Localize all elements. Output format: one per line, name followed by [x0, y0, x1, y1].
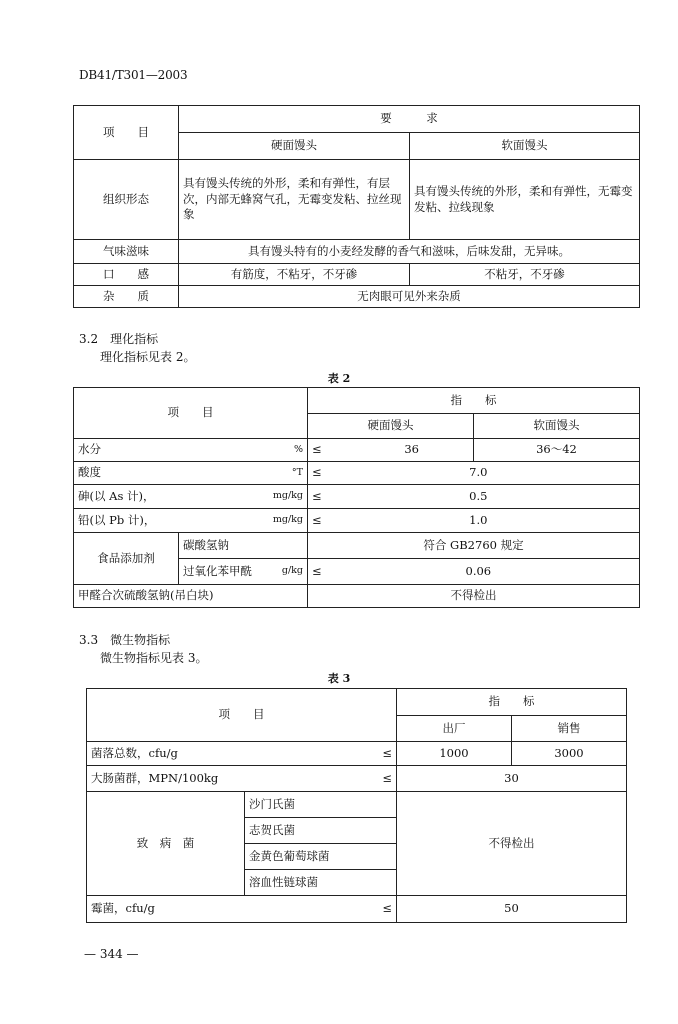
t3-header-factory: 出厂: [397, 716, 512, 742]
t2-soft-value: 36～42: [474, 439, 640, 462]
t3-pathogen-label: 致 病 菌: [87, 792, 245, 896]
t2-header-soft: 软面馒头: [474, 414, 640, 439]
t2-merged-value: 0.5: [469, 488, 488, 503]
t3-pathogen-value: 不得检出: [397, 792, 627, 896]
t3-factory-value: 1000: [397, 742, 512, 766]
t1-hard-cell: 具有馒头传统的外形，柔和有弹性，有层次，内部无蜂窝气孔，无霉变发粘、拉丝现象: [179, 160, 410, 240]
t2-row-name: 酸度: [78, 465, 101, 480]
t3-header-sale: 销售: [512, 716, 627, 742]
t1-merged-cell: 具有馒头特有的小麦经发酵的香气和滋味，后味发甜，无异味。: [179, 240, 640, 264]
t2-additive-label: 食品添加剂: [74, 533, 179, 585]
t2-header-index: 指 标: [308, 388, 640, 414]
t3-last-value: 50: [397, 896, 627, 923]
t2-row-name: 水分: [78, 442, 101, 457]
section-3-3-title: 3.3 微生物指标: [79, 633, 171, 647]
t1-item: 口 感: [74, 264, 179, 286]
table-3-caption: 表 3: [327, 672, 351, 685]
t2-op: ≤: [312, 563, 322, 578]
t2-row-unit: mg/kg: [272, 514, 303, 526]
t2-additive-sub1-value: 符合 GB2760 规定: [308, 533, 640, 559]
t2-last-value: 不得检出: [308, 585, 640, 608]
t3-header-index: 指 标: [397, 689, 627, 716]
t1-header-requirement: 要 求: [179, 106, 640, 133]
t2-additive-sub2-unit: g/kg: [281, 565, 303, 577]
t1-soft-cell: 不粘牙，不牙碜: [410, 264, 640, 286]
t2-op: ≤: [312, 442, 322, 457]
t1-header-item: 项 目: [74, 106, 179, 160]
t2-hard-value: 36: [404, 442, 419, 457]
t2-last-name: 甲醛合次硫酸氢钠(吊白块): [74, 585, 308, 608]
t2-row-name: 砷(以 As 计)，: [78, 488, 155, 503]
t1-item: 气味滋味: [74, 240, 179, 264]
t2-row-unit: °T: [291, 466, 303, 478]
t2-header-hard: 硬面馒头: [308, 414, 474, 439]
t2-row-unit: %: [293, 443, 303, 455]
t1-header-soft: 软面馒头: [410, 133, 640, 160]
t3-op: ≤: [382, 770, 392, 785]
t3-op: ≤: [382, 901, 392, 916]
t1-hard-cell: 有筋度，不粘牙，不牙碜: [179, 264, 410, 286]
t2-op: ≤: [312, 465, 322, 480]
t2-additive-sub1: 碳酸氢钠: [179, 533, 308, 559]
t1-header-hard: 硬面馒头: [179, 133, 410, 160]
document-code: DB41/T301—2003: [79, 68, 188, 82]
t3-pathogen-item: 溶血性链球菌: [245, 870, 397, 896]
t2-additive-sub2-value: 0.06: [465, 563, 492, 578]
t3-merged-value: 30: [397, 766, 627, 792]
table-2-caption: 表 2: [327, 372, 351, 385]
t3-pathogen-item: 金黄色葡萄球菌: [245, 844, 397, 870]
t3-row-name: 霉菌，cfu/g: [91, 901, 155, 916]
t2-op: ≤: [312, 488, 322, 503]
t3-pathogen-item: 沙门氏菌: [245, 792, 397, 818]
t3-header-item: 项 目: [87, 689, 397, 742]
t3-row-name: 大肠菌群，MPN/100kg: [91, 770, 219, 785]
t1-item: 杂 质: [74, 286, 179, 308]
t3-op: ≤: [382, 745, 392, 760]
t2-header-item: 项 目: [74, 388, 308, 439]
microbial-table: [86, 688, 627, 923]
t3-pathogen-item: 志贺氏菌: [245, 818, 397, 844]
t3-row-name: 菌落总数，cfu/g: [91, 745, 178, 760]
sensory-table: [73, 105, 640, 308]
t2-merged-value: 1.0: [469, 512, 488, 527]
t3-sale-value: 3000: [512, 742, 627, 766]
physicochemical-table: [73, 387, 640, 608]
t1-soft-cell: 具有馒头传统的外形，柔和有弹性，无霉变发粘、拉线现象: [410, 160, 640, 240]
section-3-2-text: 理化指标见表 2。: [100, 350, 196, 364]
section-3-2-title: 3.2 理化指标: [79, 332, 159, 346]
t2-row-name: 铅(以 Pb 计)，: [78, 512, 156, 527]
page-number: — 344 —: [84, 947, 139, 961]
t2-merged-value: 7.0: [469, 465, 488, 480]
t2-op: ≤: [312, 512, 322, 527]
t2-row-unit: mg/kg: [272, 490, 303, 502]
t1-merged-cell: 无肉眼可见外来杂质: [179, 286, 640, 308]
t1-item: 组织形态: [74, 160, 179, 240]
t2-additive-sub2: 过氧化苯甲酰: [183, 563, 252, 578]
section-3-3-text: 微生物指标见表 3。: [100, 651, 208, 665]
